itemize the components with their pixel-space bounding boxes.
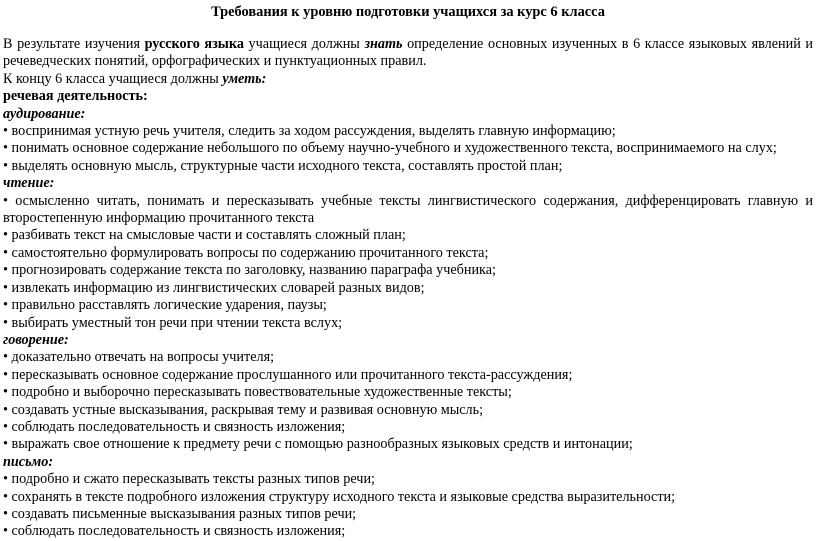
list-item: • создавать устные высказывания, раскрывая тему и развивая основную мысль; [3,401,484,418]
section-speaking [3,332,813,454]
section-reading [3,175,813,332]
list-item: • прогнозировать содержание текста по заголовку, названию параграфа учебника; [3,262,496,279]
section-heading-reading: чтение: [3,175,55,192]
list-item: • подробно и сжато пересказывать тексты разных типов речи; [3,471,375,488]
section-heading: речевая деятельность: [3,88,148,105]
list-item: • осмысленно читать, понимать и пересказывать учебные тексты лингвистического содержания, дифференцировать главную и второстепенную информацию прочитанного текста [3,192,813,227]
section-heading-writing: письмо: [3,453,54,470]
intro-text-2: учащиеся должны [243,36,365,52]
list-item: • соблюдать последовательность и связность изложения; [3,523,346,540]
list-item: • соблюдать последовательность и связность изложения; [3,418,346,435]
list-item: • воспринимая устную речь учителя, следить за ходом рассуждения, выделять главную информацию; [3,123,616,140]
list-item: • выбирать уместный тон речи при чтении текста вслух; [3,314,343,331]
should-know-emph: уметь: [222,70,267,87]
section-heading-speaking: говорение: [3,331,69,348]
list-item: • доказательно отвечать на вопросы учителя; [3,349,275,366]
list-item: • создавать письменные высказывания разных типов речи; [3,505,357,522]
intro-subject: русского языка [144,36,244,52]
document-page [0,4,816,540]
list-item: • сохранять в тексте подробного изложения структуру исходного текста и языковые средства выразительности; [3,488,676,505]
list-item: • пересказывать основное содержание прослушанного или прочитанного текста-рассуждения; [3,366,573,383]
intro-know: знать [364,36,403,52]
list-item: • правильно расставлять логические ударения, паузы; [3,297,327,314]
document-title: Требования к уровню подготовки учащихся за курс 6 класса [211,4,605,20]
blank-line [3,22,813,36]
intro-text-1: В результате изучения [3,36,145,52]
list-item: • извлекать информацию из лингвистических словарей разных видов; [3,279,425,296]
should-know-text: К концу 6 класса учащиеся должны [3,70,223,87]
intro-text-3: определение основных изученных в 6 классе языковых явлений и речеведческих понятий, орфографических и пунктуационных правил. [3,36,814,70]
should-know-line [3,71,813,88]
list-item: • разбивать текст на смысловые части и составлять сложный план; [3,227,406,244]
list-item: • понимать основное содержание небольшого по объему научно-учебного и художественного текста, воспринимаемого на слух; [3,140,777,157]
list-item: • выражать свое отношение к предмету речи с помощью разнообразных языковых средств и интонации; [3,436,633,453]
section-heading-listening: аудирование: [3,105,86,122]
list-item: • выделять основную мысль, структурные части исходного текста, составлять простой план; [3,157,563,174]
list-item: • подробно и выборочно пересказывать повествовательные художественные тексты; [3,384,512,401]
section-listening [3,106,813,176]
intro-paragraph [3,36,813,71]
list-item: • самостоятельно формулировать вопросы по содержанию прочитанного текста; [3,244,489,261]
section-writing [3,454,813,541]
